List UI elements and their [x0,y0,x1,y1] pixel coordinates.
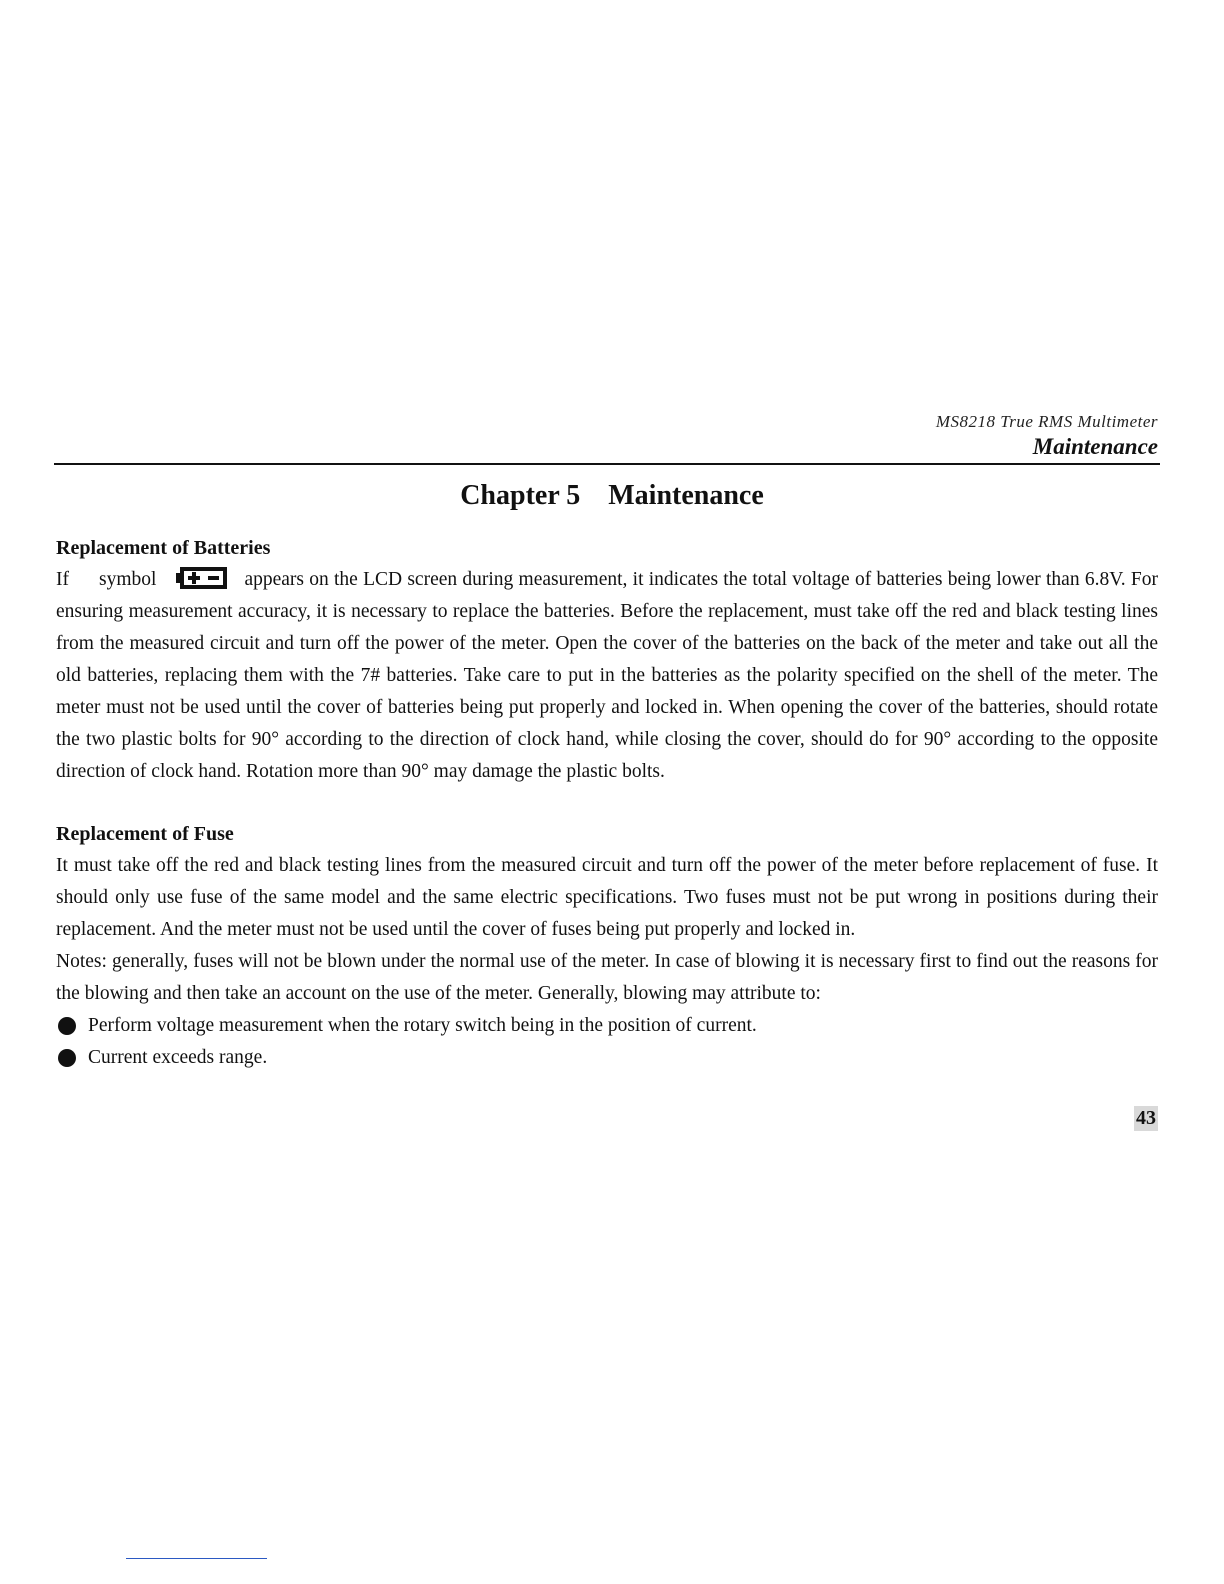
chapter-title: Chapter 5 Maintenance [460,480,764,511]
list-item [56,1042,1158,1074]
section-spacer [56,788,1158,818]
main-content [56,532,1158,1074]
fuse-paragraph: It must take off the red and black testing lines from the measured circuit and turn off the power of the meter before replacement of fuse. It should only use fuse of the same model and the same electric specifications. Two fuses must not be put wrong in positions during their replacement. And the meter must not be used until the cover of fuses being put properly and locked in. [56,855,1158,940]
bullet-text: Current exceeds range. [88,1047,268,1068]
page-number: 43 [1136,1107,1156,1129]
header-product-name: MS8218 True RMS Multimeter [935,412,1158,431]
batteries-body-text: appears on the LCD screen during measurement, it indicates the total voltage of batteries being lower than 6.8V. For ensuring measurement accuracy, it is necessary to replace the batteries. Before the replacement, must take off the red and black testing lines from the measured circuit and turn off the power of the meter. Open the cover of the batteries on the back of the meter and take out all the old batteries, replacing them with the 7# batteries. Take care to put in the batteries as the polarity specified on the shell of the meter. The meter must not be used until the cover of batteries being put properly and locked in. When opening the cover of the batteries, should rotate the two plastic bolts for 90° according to the direction of clock hand, while closing the cover, should do for 90° according to the opposite direction of clock hand. Rotation more than 90° may damage the plastic bolts. [56,569,1158,782]
batteries-lead-if: If [56,569,69,590]
battery-icon [176,566,228,590]
bullet-text: Perform voltage measurement when the rotary switch being in the position of current. [88,1015,757,1036]
fuse-notes: Notes: generally, fuses will not be blown under the normal use of the meter. In case of blowing it is necessary first to find out the reasons for the blowing and then take an account on the use of the meter. Generally, blowing may attribute to: [56,951,1158,1004]
batteries-heading: Replacement of Batteries [56,537,271,559]
header-section-name: Maintenance [1032,434,1158,459]
list-item [56,1010,1158,1042]
batteries-paragraph [56,564,1158,788]
header-divider [54,463,1160,465]
bullet-dot-icon [58,1017,76,1035]
fuse-heading: Replacement of Fuse [56,823,234,845]
bullet-dot-icon [58,1049,76,1067]
footer-link-underline [126,1558,267,1559]
batteries-lead-symbol: symbol [99,569,157,590]
